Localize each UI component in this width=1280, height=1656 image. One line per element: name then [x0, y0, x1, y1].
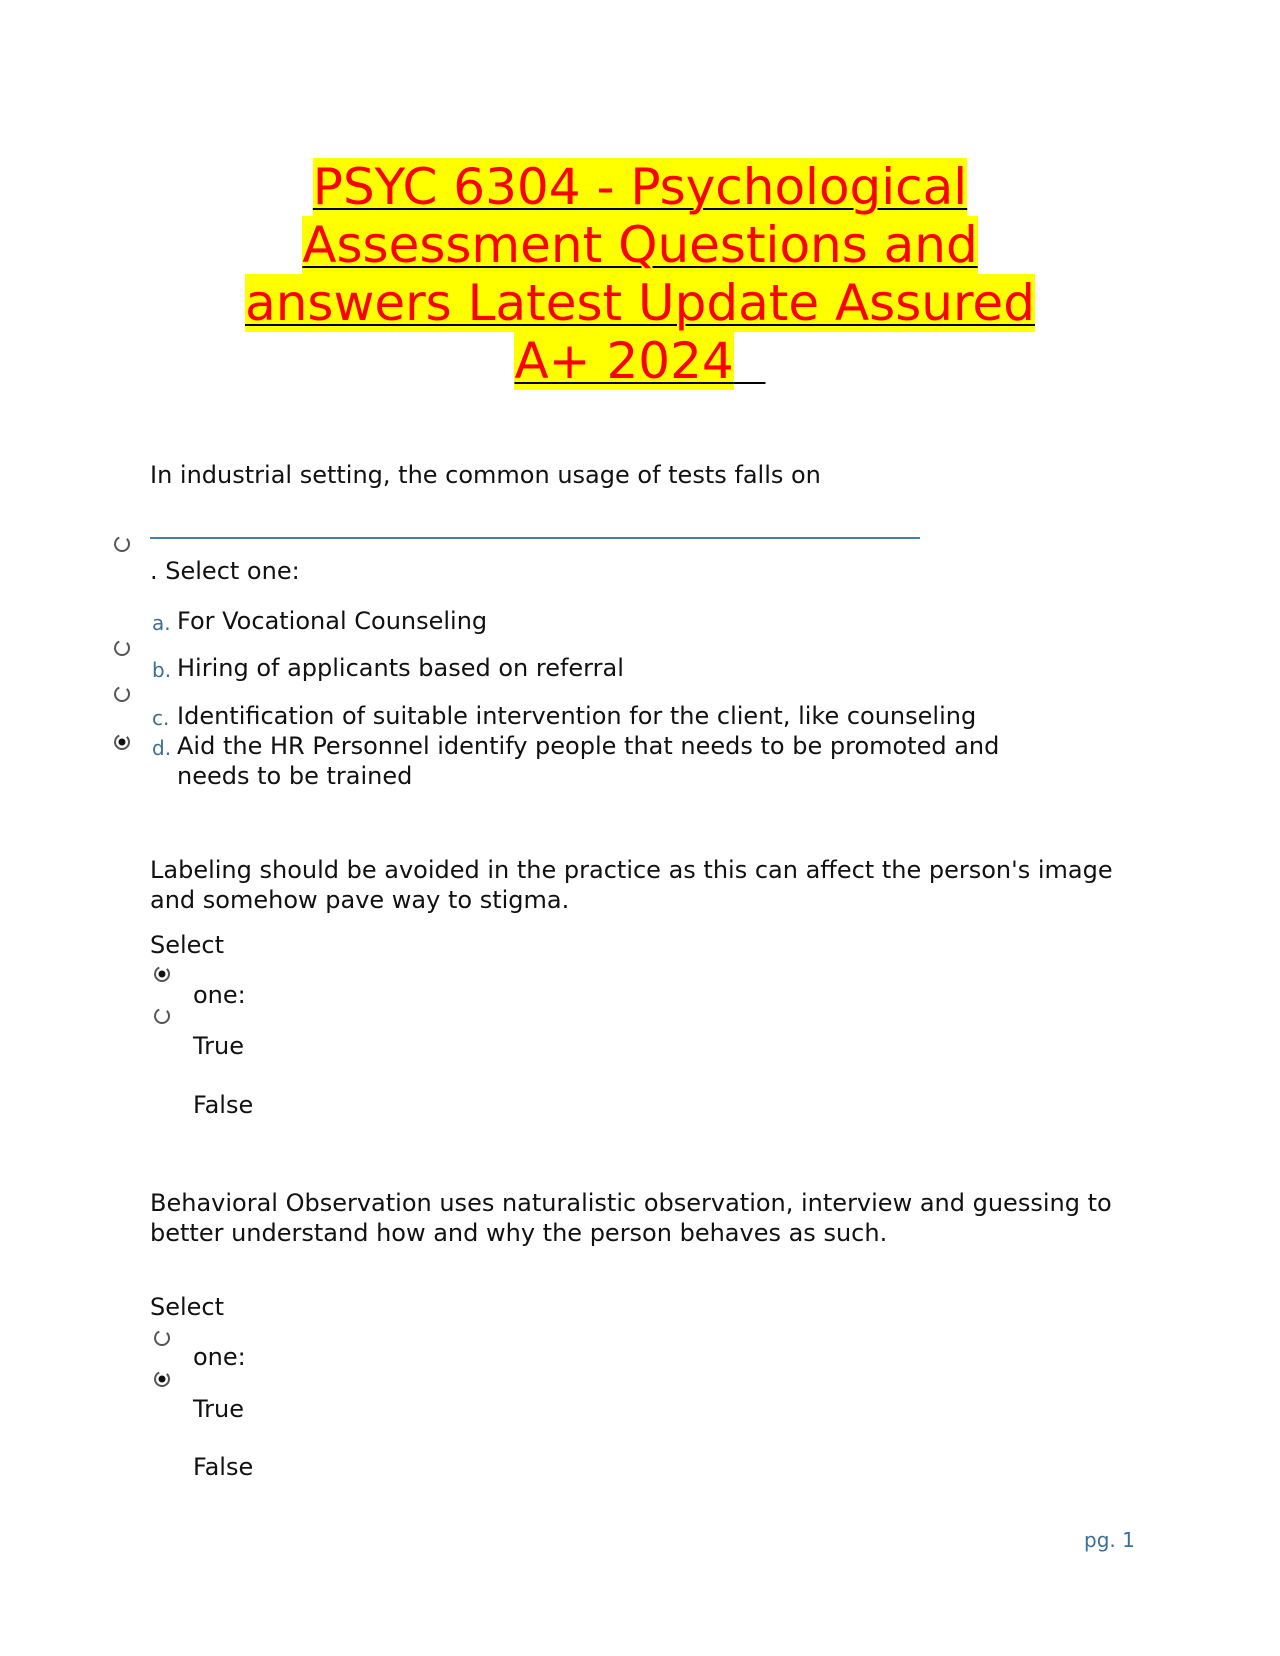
document-title: [140, 158, 1140, 390]
answer-blank-line: [150, 537, 920, 539]
option-c-letter: c.: [152, 706, 170, 730]
option-d-text[interactable]: Aid the HR Personnel identify people that needs to be promoted and: [177, 732, 1000, 760]
option-d-text-cont: needs to be trained: [177, 762, 413, 790]
option-c-text[interactable]: Identification of suitable intervention for the client, like counseling: [177, 702, 977, 730]
title-line-4: A+ 2024: [514, 332, 734, 390]
q2-one-label: one:: [193, 981, 246, 1009]
title-line-1: PSYC 6304 - Psychological: [312, 158, 968, 216]
q1-select-label: . Select one:: [150, 557, 300, 585]
radio-option-b[interactable]: [112, 684, 132, 704]
radio-q1-blank[interactable]: [112, 534, 132, 554]
q2-select-label: Select: [150, 931, 225, 959]
q3-true-label[interactable]: True: [193, 1395, 244, 1423]
q3-select-label: Select: [150, 1293, 225, 1321]
q2-true-label[interactable]: True: [193, 1032, 244, 1060]
radio-q3-false-selected[interactable]: [152, 1369, 172, 1389]
question-1-text: In industrial setting, the common usage of tests falls on: [150, 461, 821, 489]
option-a-letter: a.: [152, 611, 171, 635]
radio-q3-true[interactable]: [152, 1328, 172, 1348]
title-line-3: answers Latest Update Assured: [245, 274, 1035, 332]
page-number: pg. 1: [1084, 1528, 1135, 1552]
option-b-text[interactable]: Hiring of applicants based on referral: [177, 654, 624, 682]
q3-one-label: one:: [193, 1343, 246, 1371]
radio-option-d-selected[interactable]: [112, 732, 132, 752]
radio-q2-false[interactable]: [152, 1006, 172, 1026]
q3-false-label[interactable]: False: [193, 1453, 254, 1481]
question-3-text: Behavioral Observation uses naturalistic observation, interview and guessing to better understand how and why the person behaves as such.: [150, 1189, 1112, 1247]
q2-false-label[interactable]: False: [193, 1091, 254, 1119]
title-line-2: Assessment Questions and: [302, 216, 978, 274]
question-2-text: Labeling should be avoided in the practice as this can affect the person's image and somehow pave way to stigma.: [150, 856, 1113, 914]
option-b-letter: b.: [152, 658, 172, 682]
option-a-text[interactable]: For Vocational Counseling: [177, 607, 488, 635]
radio-option-a[interactable]: [112, 638, 132, 658]
radio-q2-true-selected[interactable]: [152, 964, 172, 984]
option-d-letter: d.: [152, 736, 172, 760]
